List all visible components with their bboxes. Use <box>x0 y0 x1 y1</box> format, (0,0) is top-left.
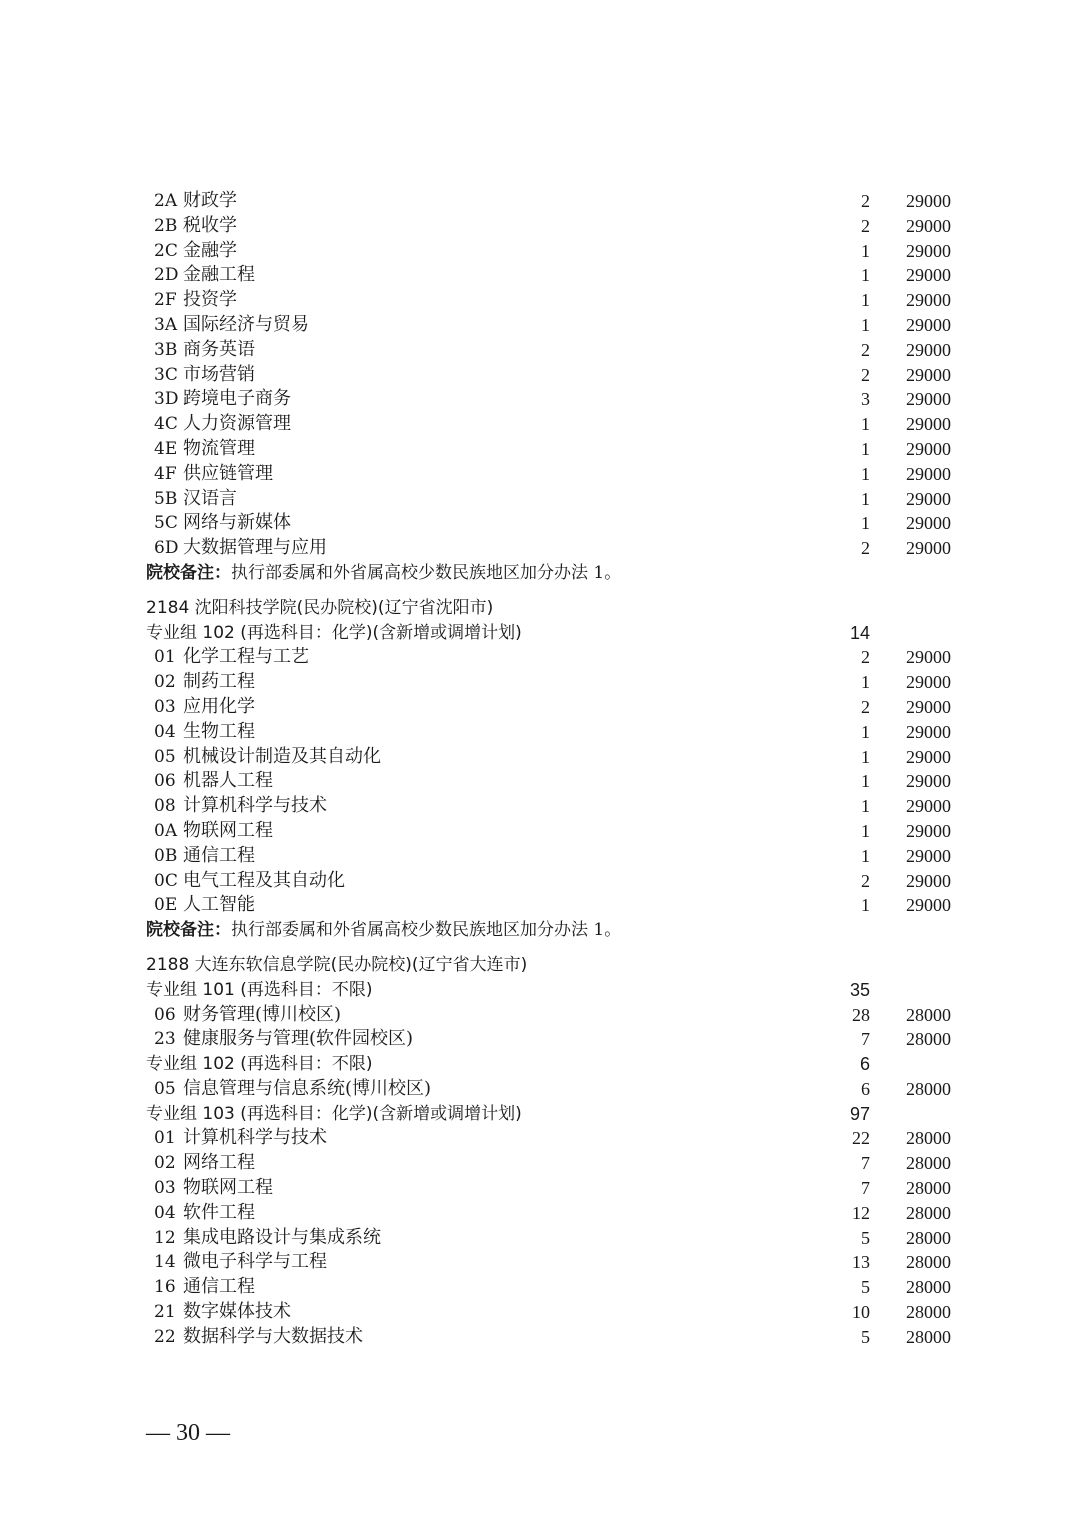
major-row <box>0 214 1080 239</box>
tuition-fee: 29000 <box>906 746 951 767</box>
major-code: 0A <box>154 820 178 841</box>
tuition-fee: 28000 <box>906 1178 951 1199</box>
note-prefix: 院校备注： <box>146 920 231 941</box>
tuition-fee: 29000 <box>906 215 951 236</box>
plan-count: 13 <box>852 1252 870 1273</box>
major-code: 05 <box>154 1078 176 1099</box>
major-code: 6D <box>154 538 179 559</box>
major-row <box>0 363 1080 388</box>
section-spacer <box>0 943 1080 953</box>
plan-count: 1 <box>861 265 870 286</box>
plan-count: 28 <box>852 1004 870 1025</box>
plan-count: 2 <box>861 538 870 559</box>
tuition-fee: 29000 <box>906 339 951 360</box>
tuition-fee: 29000 <box>906 672 951 693</box>
major-code: 4E <box>154 438 178 459</box>
plan-count: 1 <box>861 513 870 534</box>
major-code: 03 <box>154 696 176 717</box>
plan-count: 22 <box>852 1128 870 1149</box>
plan-count: 1 <box>861 771 870 792</box>
major-code: 2D <box>154 265 179 286</box>
major-code: 3B <box>154 339 178 360</box>
major-code: 04 <box>154 1202 176 1223</box>
major-name: 大数据管理与应用 <box>183 537 327 559</box>
major-code: 06 <box>154 771 176 792</box>
major-name: 人力资源管理 <box>183 413 291 435</box>
major-row <box>0 1027 1080 1052</box>
major-name: 机器人工程 <box>183 770 273 792</box>
major-code: 16 <box>154 1277 176 1298</box>
plan-count: 5 <box>861 1277 870 1298</box>
major-name: 国际经济与贸易 <box>183 313 309 335</box>
group-label: 专业组 103 (再选科目：化学)(含新增或调增计划) <box>146 1103 522 1124</box>
major-name: 跨境电子商务 <box>183 388 291 410</box>
major-code: 3D <box>154 389 179 410</box>
major-name: 集成电路设计与集成系统 <box>183 1226 381 1248</box>
tuition-fee: 29000 <box>906 820 951 841</box>
school-note-row <box>0 918 1080 943</box>
tuition-fee: 29000 <box>906 191 951 211</box>
tuition-fee: 28000 <box>906 1326 951 1347</box>
major-name: 财务管理(博川校区) <box>183 1003 342 1025</box>
group-label: 专业组 102 (再选科目：化学)(含新增或调增计划) <box>146 622 522 643</box>
major-code: 3C <box>154 364 178 385</box>
tuition-fee: 29000 <box>906 488 951 509</box>
group-label: 专业组 101 (再选科目：不限) <box>146 979 373 1000</box>
major-name: 金融工程 <box>183 264 255 286</box>
plan-count: 2 <box>861 647 870 668</box>
major-name: 健康服务与管理(软件园校区) <box>183 1028 414 1050</box>
tuition-fee: 29000 <box>906 463 951 484</box>
major-name: 汉语言 <box>183 487 237 509</box>
major-code: 22 <box>154 1326 176 1347</box>
major-row <box>0 487 1080 512</box>
major-name: 化学工程与工艺 <box>183 646 309 668</box>
tuition-fee: 29000 <box>906 240 951 261</box>
major-row <box>0 1151 1080 1176</box>
major-name: 应用化学 <box>183 695 255 717</box>
major-row <box>0 645 1080 670</box>
tuition-fee: 29000 <box>906 364 951 385</box>
major-name: 计算机科学与技术 <box>183 1127 327 1149</box>
major-code: 08 <box>154 796 176 817</box>
major-code: 21 <box>154 1302 176 1323</box>
major-name: 人工智能 <box>183 894 255 916</box>
major-row <box>0 263 1080 288</box>
group-plan-count: 14 <box>849 622 870 643</box>
major-name: 生物工程 <box>183 720 255 742</box>
school-note <box>146 561 621 586</box>
school-note <box>146 918 621 943</box>
major-name: 机械设计制造及其自动化 <box>183 745 381 767</box>
major-row <box>0 1176 1080 1201</box>
tuition-fee: 29000 <box>906 895 951 916</box>
plan-count: 1 <box>861 672 870 693</box>
major-code: 4F <box>154 463 177 484</box>
group-row <box>0 621 1080 646</box>
major-row <box>0 288 1080 313</box>
major-row <box>0 745 1080 770</box>
group-label: 专业组 102 (再选科目：不限) <box>146 1054 373 1075</box>
plan-count: 1 <box>861 240 870 261</box>
major-row <box>0 794 1080 819</box>
tuition-fee: 29000 <box>906 538 951 559</box>
plan-count: 7 <box>861 1153 870 1174</box>
school-note-row <box>0 561 1080 586</box>
major-row <box>0 1300 1080 1325</box>
major-name: 市场营销 <box>183 363 255 385</box>
plan-count: 1 <box>861 845 870 866</box>
major-name: 税收学 <box>183 214 237 236</box>
tuition-fee: 28000 <box>906 1004 951 1025</box>
major-code: 14 <box>154 1252 176 1273</box>
major-row <box>0 1226 1080 1251</box>
major-row <box>0 1003 1080 1028</box>
major-row <box>0 189 1080 214</box>
major-row <box>0 1201 1080 1226</box>
major-row <box>0 769 1080 794</box>
major-name: 投资学 <box>183 289 237 311</box>
tuition-fee: 29000 <box>906 513 951 534</box>
major-row <box>0 412 1080 437</box>
major-row <box>0 437 1080 462</box>
plan-count: 1 <box>861 488 870 509</box>
major-code: 05 <box>154 746 176 767</box>
group-row <box>0 1052 1080 1077</box>
plan-count: 3 <box>861 389 870 410</box>
plan-count: 2 <box>861 191 870 211</box>
plan-count: 1 <box>861 314 870 335</box>
major-name: 电气工程及其自动化 <box>183 869 345 891</box>
tuition-fee: 29000 <box>906 414 951 435</box>
school-title: 2188 大连东软信息学院(民办院校)(辽宁省大连市) <box>146 954 528 975</box>
tuition-fee: 29000 <box>906 290 951 311</box>
major-row <box>0 695 1080 720</box>
page-number: — 30 — <box>146 1420 230 1446</box>
major-name: 计算机科学与技术 <box>183 795 327 817</box>
major-name: 数字媒体技术 <box>183 1301 291 1323</box>
major-row <box>0 338 1080 363</box>
major-code: 03 <box>154 1178 176 1199</box>
tuition-fee: 29000 <box>906 696 951 717</box>
plan-count: 2 <box>861 364 870 385</box>
major-row <box>0 1250 1080 1275</box>
plan-count: 1 <box>861 820 870 841</box>
note-text: 执行部委属和外省属高校少数民族地区加分办法 1。 <box>231 920 622 941</box>
plan-count: 1 <box>861 796 870 817</box>
tuition-fee: 29000 <box>906 389 951 410</box>
major-row <box>0 536 1080 561</box>
major-code: 4C <box>154 414 178 435</box>
major-name: 金融学 <box>183 239 237 261</box>
major-row <box>0 1126 1080 1151</box>
major-name: 财政学 <box>183 190 237 211</box>
group-plan-count: 35 <box>849 979 870 1000</box>
plan-count: 1 <box>861 414 870 435</box>
plan-count: 1 <box>861 290 870 311</box>
major-code: 2B <box>154 215 178 236</box>
major-name: 物联网工程 <box>183 819 273 841</box>
tuition-fee: 29000 <box>906 771 951 792</box>
major-row <box>0 462 1080 487</box>
plan-count: 1 <box>861 746 870 767</box>
major-name: 通信工程 <box>183 844 255 866</box>
major-name: 通信工程 <box>183 1276 255 1298</box>
major-name: 软件工程 <box>183 1201 255 1223</box>
major-row <box>0 670 1080 695</box>
note-prefix: 院校备注： <box>146 562 231 583</box>
plan-count: 1 <box>861 895 870 916</box>
tuition-fee: 28000 <box>906 1128 951 1149</box>
group-plan-count: 97 <box>849 1103 870 1124</box>
major-code: 12 <box>154 1227 176 1248</box>
school-row <box>0 953 1080 978</box>
tuition-fee: 28000 <box>906 1029 951 1050</box>
major-row <box>0 844 1080 869</box>
major-name: 网络工程 <box>183 1152 255 1174</box>
major-code: 04 <box>154 721 176 742</box>
plan-count: 2 <box>861 696 870 717</box>
group-row <box>0 978 1080 1003</box>
major-row <box>0 239 1080 264</box>
major-code: 0E <box>154 895 178 916</box>
major-name: 信息管理与信息系统(博川校区) <box>183 1077 432 1099</box>
major-code: 02 <box>154 1153 176 1174</box>
tuition-fee: 28000 <box>906 1153 951 1174</box>
major-code: 2A <box>154 191 178 211</box>
major-row <box>0 819 1080 844</box>
major-code: 3A <box>154 314 178 335</box>
major-code: 23 <box>154 1029 176 1050</box>
tuition-fee: 28000 <box>906 1252 951 1273</box>
major-row <box>0 720 1080 745</box>
major-name: 物联网工程 <box>183 1177 273 1199</box>
major-code: 01 <box>154 647 176 668</box>
plan-count: 1 <box>861 463 870 484</box>
major-code: 0B <box>154 845 178 866</box>
tuition-fee: 29000 <box>906 438 951 459</box>
major-code: 06 <box>154 1004 176 1025</box>
plan-count: 1 <box>861 438 870 459</box>
group-plan-count: 6 <box>859 1054 870 1075</box>
major-row <box>0 869 1080 894</box>
plan-count: 1 <box>861 721 870 742</box>
major-row <box>0 313 1080 338</box>
tuition-fee: 29000 <box>906 870 951 891</box>
section-spacer <box>0 586 1080 596</box>
tuition-fee: 29000 <box>906 796 951 817</box>
tuition-fee: 28000 <box>906 1277 951 1298</box>
plan-count: 5 <box>861 1227 870 1248</box>
major-code: 0C <box>154 870 178 891</box>
plan-count: 6 <box>861 1078 870 1099</box>
group-row <box>0 1102 1080 1127</box>
tuition-fee: 28000 <box>906 1302 951 1323</box>
school-row <box>0 596 1080 621</box>
school-title: 2184 沈阳科技学院(民办院校)(辽宁省沈阳市) <box>146 597 494 618</box>
plan-count: 5 <box>861 1326 870 1347</box>
plan-count: 2 <box>861 215 870 236</box>
major-code: 2F <box>154 290 177 311</box>
plan-count: 7 <box>861 1029 870 1050</box>
note-text: 执行部委属和外省属高校少数民族地区加分办法 1。 <box>231 562 622 583</box>
major-code: 2C <box>154 240 178 261</box>
major-row <box>0 1325 1080 1350</box>
major-row <box>0 1077 1080 1102</box>
major-name: 网络与新媒体 <box>183 512 291 534</box>
plan-count: 2 <box>861 339 870 360</box>
major-name: 微电子科学与工程 <box>183 1251 327 1273</box>
major-code: 5C <box>154 513 178 534</box>
plan-count: 12 <box>852 1202 870 1223</box>
tuition-fee: 29000 <box>906 845 951 866</box>
document-body <box>0 189 1080 1350</box>
major-row <box>0 511 1080 536</box>
major-row <box>0 1275 1080 1300</box>
tuition-fee: 28000 <box>906 1202 951 1223</box>
plan-count: 10 <box>852 1302 870 1323</box>
major-code: 01 <box>154 1128 176 1149</box>
major-name: 制药工程 <box>183 671 255 693</box>
plan-count: 2 <box>861 870 870 891</box>
tuition-fee: 29000 <box>906 647 951 668</box>
plan-count: 7 <box>861 1178 870 1199</box>
major-name: 数据科学与大数据技术 <box>183 1325 363 1347</box>
major-name: 商务英语 <box>183 338 255 360</box>
major-code: 02 <box>154 672 176 693</box>
major-code: 5B <box>154 488 178 509</box>
major-row <box>0 387 1080 412</box>
major-name: 供应链管理 <box>183 462 273 484</box>
tuition-fee: 29000 <box>906 265 951 286</box>
tuition-fee: 29000 <box>906 721 951 742</box>
major-row <box>0 893 1080 918</box>
major-name: 物流管理 <box>183 437 255 459</box>
tuition-fee: 28000 <box>906 1078 951 1099</box>
tuition-fee: 29000 <box>906 314 951 335</box>
tuition-fee: 28000 <box>906 1227 951 1248</box>
